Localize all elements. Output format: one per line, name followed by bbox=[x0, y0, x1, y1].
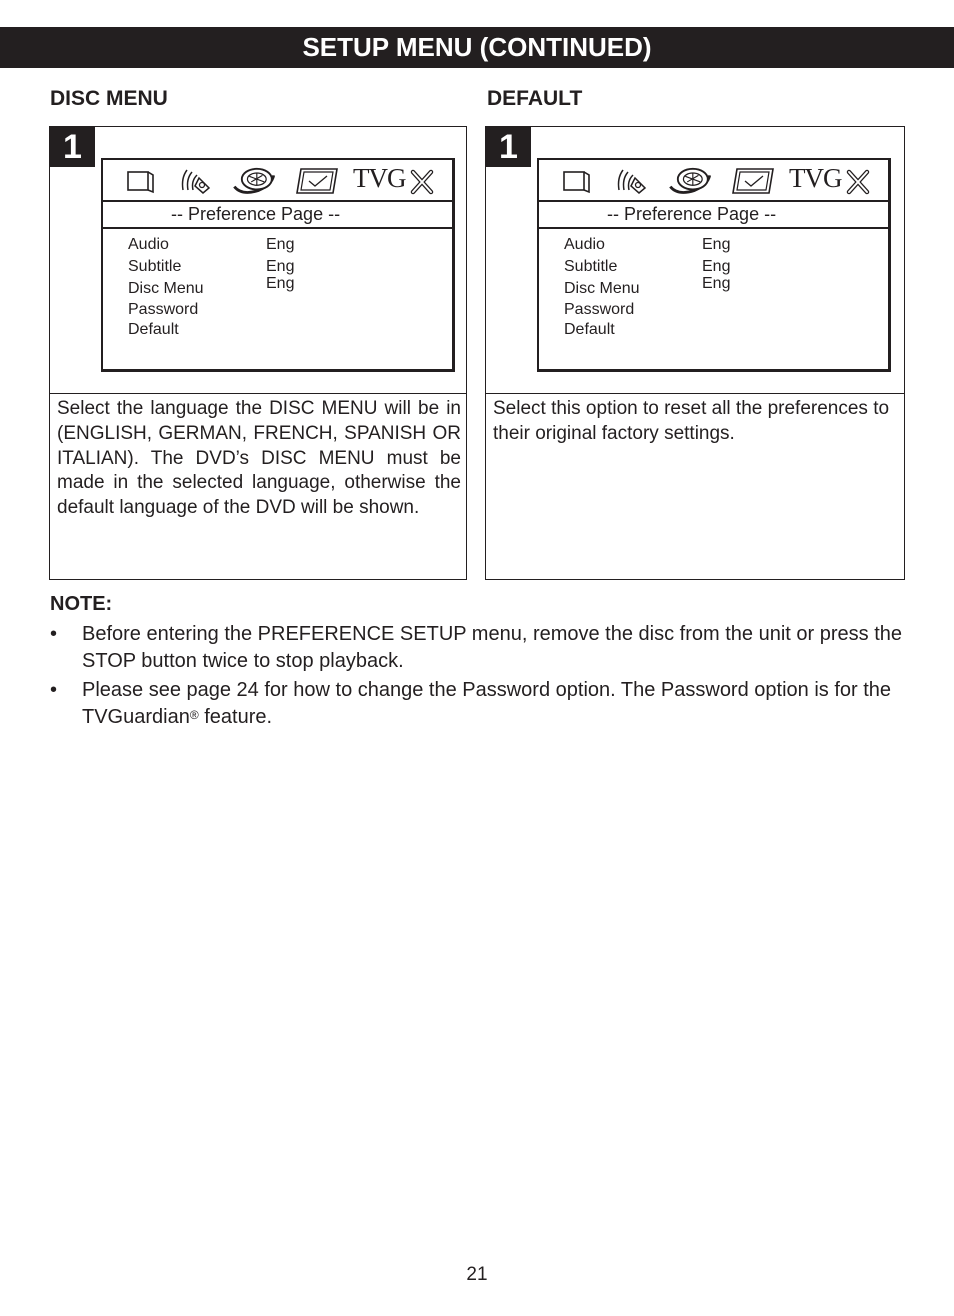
monitor-check-icon bbox=[293, 166, 341, 196]
section-title-disc-menu: DISC MENU bbox=[50, 87, 168, 110]
panel-divider bbox=[486, 393, 904, 394]
registered-mark: ® bbox=[189, 708, 199, 722]
disc-icon bbox=[665, 166, 715, 196]
menu-item-subtitle: Subtitle bbox=[128, 258, 182, 275]
step-badge: 1 bbox=[50, 127, 95, 167]
menu-value-disc-menu: Eng bbox=[266, 275, 295, 292]
header-bar bbox=[0, 27, 954, 68]
icon-row bbox=[103, 160, 452, 202]
menu-item-audio: Audio bbox=[128, 236, 169, 253]
bullet-marker: • bbox=[50, 679, 58, 701]
menu-item-password: Password bbox=[564, 301, 635, 318]
menu-item-disc-menu: Disc Menu bbox=[128, 280, 204, 297]
menu-item-default: Default bbox=[564, 321, 615, 338]
panel-disc-menu bbox=[49, 126, 467, 580]
menu-item-password: Password bbox=[128, 301, 199, 318]
panel-divider bbox=[50, 393, 466, 394]
tvg-label: TVG bbox=[789, 163, 842, 193]
screen-icon bbox=[125, 166, 157, 196]
panel-default bbox=[485, 126, 905, 580]
menu-item-disc-menu: Disc Menu bbox=[564, 280, 640, 297]
note-item-2-text: Please see page 24 for how to change the Password option. The Password option is for the TVGuardian bbox=[82, 679, 892, 728]
note-item-2-suffix: feature. bbox=[198, 706, 273, 728]
menu-value-subtitle: Eng bbox=[702, 258, 731, 275]
osd-screen bbox=[101, 158, 455, 372]
step-badge: 1 bbox=[486, 127, 531, 167]
menu-value-audio: Eng bbox=[266, 236, 295, 253]
preference-page-label: -- Preference Page -- bbox=[171, 204, 341, 224]
note-item-2 bbox=[82, 677, 912, 731]
page-title: SETUP MENU (CONTINUED) bbox=[302, 32, 652, 62]
osd-screen bbox=[537, 158, 891, 372]
preference-page-title bbox=[539, 202, 888, 229]
close-icon bbox=[409, 166, 437, 196]
preference-page-title bbox=[103, 202, 452, 229]
menu-value-subtitle: Eng bbox=[266, 258, 295, 275]
icon-row bbox=[539, 160, 888, 202]
close-icon bbox=[845, 166, 873, 196]
note-title: NOTE: bbox=[50, 593, 113, 615]
speaker-icon bbox=[615, 166, 653, 196]
disc-icon bbox=[229, 166, 279, 196]
section-title-default: DEFAULT bbox=[487, 87, 583, 110]
page-number: 21 bbox=[466, 1264, 488, 1285]
monitor-check-icon bbox=[729, 166, 777, 196]
menu-item-subtitle: Subtitle bbox=[564, 258, 618, 275]
menu-item-default: Default bbox=[128, 321, 179, 338]
bullet-marker: • bbox=[50, 623, 58, 645]
speaker-icon bbox=[179, 166, 217, 196]
screen-icon bbox=[561, 166, 593, 196]
preference-page-label: -- Preference Page -- bbox=[607, 204, 777, 224]
menu-item-audio: Audio bbox=[564, 236, 605, 253]
note-item-1: Before entering the PREFERENCE SETUP menu, remove the disc from the unit or press the STOP button twice to stop playback. bbox=[82, 623, 902, 672]
menu-value-audio: Eng bbox=[702, 236, 731, 253]
tvg-label: TVG bbox=[353, 163, 406, 193]
menu-value-disc-menu: Eng bbox=[702, 275, 731, 292]
description-default: Select this option to reset all the preferences to their original factory settings. bbox=[493, 398, 890, 444]
description-disc-menu: Select the language the DISC MENU will be in (ENGLISH, GERMAN, FRENCH, SPANISH OR ITALIAN). The DVD’s DISC MENU must be made in the selected language, otherwise the default language of the DVD will be shown. bbox=[57, 398, 461, 519]
